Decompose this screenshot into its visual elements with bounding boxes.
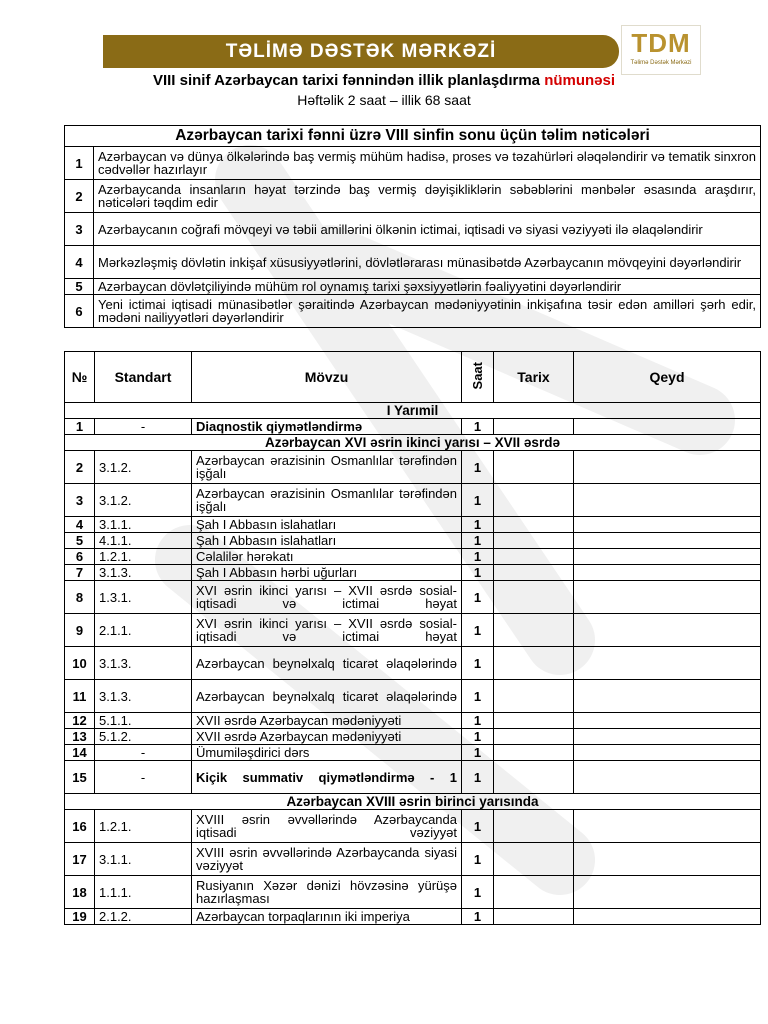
tdm-logo: [621, 25, 701, 75]
row-standard: 3.1.3.: [95, 565, 192, 581]
row-date: [494, 614, 574, 647]
outcome-text: Azərbaycanda insanların həyat tərzində baş vermiş dəyişikliklərin səbəblərini mənbələr əsasında araşdırır, nəticələri təqdim edir: [94, 180, 761, 213]
row-date: [494, 484, 574, 517]
plan-rows-b: [65, 810, 761, 925]
row-number: 15: [65, 761, 95, 794]
col-standard-header: Standart: [95, 352, 192, 403]
row-number: 11: [65, 680, 95, 713]
row-standard: -: [95, 419, 192, 435]
row-note: [574, 565, 761, 581]
row-date: [494, 909, 574, 925]
table-row: [65, 909, 761, 925]
row-note: [574, 761, 761, 794]
outcome-text: Yeni ictimai iqtisadi münasibətlər şəraitində Azərbaycan mədəniyyətinin inkişafına təsir edən amilləri şərh edir, mədəni nailiyyətləri dəyərləndirir: [94, 295, 761, 328]
row-note: [574, 745, 761, 761]
row-hours: 1: [462, 909, 494, 925]
row-topic: Azərbaycan beynəlxalq ticarət əlaqələrində: [192, 647, 462, 680]
row-topic: Şah I Abbasın hərbi uğurları: [192, 565, 462, 581]
row-hours: 1: [462, 581, 494, 614]
outcome-row: [65, 279, 761, 295]
row-number: 4: [65, 517, 95, 533]
row-topic: Azərbaycan torpaqlarının iki imperiya: [192, 909, 462, 925]
row-hours: 1: [462, 810, 494, 843]
row-hours: 1: [462, 729, 494, 745]
plan-header-row: [65, 352, 761, 403]
row-note: [574, 517, 761, 533]
row-hours: 1: [462, 549, 494, 565]
hours-header-label: Saat: [470, 362, 485, 390]
row-number: 7: [65, 565, 95, 581]
outcome-row: [65, 295, 761, 328]
row-topic: Cəlalilər hərəkatı: [192, 549, 462, 565]
row-topic: XVIII əsrin əvvəllərində Azərbaycanda iqtisadi vəziyyət: [192, 810, 462, 843]
outcomes-heading: Azərbaycan tarixi fənni üzrə VIII sinfin sonu üçün təlim nəticələri: [65, 126, 761, 147]
outcome-text: Azərbaycan dövlətçiliyində mühüm rol oynamış tarixi şəxsiyyətlərin fəaliyyətini dəyərləndirir: [94, 279, 761, 295]
section-row-1: [65, 435, 761, 451]
outcome-row: [65, 147, 761, 180]
table-row: [65, 581, 761, 614]
row-date: [494, 647, 574, 680]
col-hours-header: [462, 352, 494, 403]
table-row: [65, 761, 761, 794]
table-row: [65, 810, 761, 843]
row-number: 16: [65, 810, 95, 843]
row-number: 5: [65, 533, 95, 549]
outcome-number: 3: [65, 213, 94, 246]
row-topic: Diaqnostik qiymətləndirmə: [192, 419, 462, 435]
outcome-text: Azərbaycan və dünya ölkələrində baş vermiş mühüm hadisə, proses və təzahürləri ələqələndirir və tematik sinxron cədvəllər hazırlayır: [94, 147, 761, 180]
row-date: [494, 419, 574, 435]
row-number: 8: [65, 581, 95, 614]
row-topic: Kiçik summativ qiymətləndirmə - 1: [192, 761, 462, 794]
row-topic: Şah I Abbasın islahatları: [192, 533, 462, 549]
row-note: [574, 876, 761, 909]
row-standard: 4.1.1.: [95, 533, 192, 549]
row-date: [494, 565, 574, 581]
row-standard: 1.2.1.: [95, 549, 192, 565]
title-highlight: nümunəsi: [544, 72, 616, 89]
row-date: [494, 745, 574, 761]
row-note: [574, 614, 761, 647]
row-date: [494, 713, 574, 729]
table-row: [65, 451, 761, 484]
row-date: [494, 549, 574, 565]
row-number: 12: [65, 713, 95, 729]
row-hours: 1: [462, 843, 494, 876]
row-hours: 1: [462, 761, 494, 794]
plan-table: [64, 351, 761, 925]
row-note: [574, 909, 761, 925]
col-topic-header: Mövzu: [192, 352, 462, 403]
table-row: [65, 419, 761, 435]
row-topic: Şah I Abbasın islahatları: [192, 517, 462, 533]
row-topic: Azərbaycan ərazisinin Osmanlılar tərəfindən işğalı: [192, 484, 462, 517]
row-topic: XVI əsrin ikinci yarısı – XVII əsrdə sosial-iqtisadi və ictimai həyat: [192, 614, 462, 647]
logo-subtitle: Təlimə Dəstək Mərkəzi: [630, 60, 692, 66]
row-note: [574, 713, 761, 729]
row-standard: 2.1.1.: [95, 614, 192, 647]
page-title: [0, 72, 768, 89]
row-standard: 3.1.2.: [95, 451, 192, 484]
table-row: [65, 565, 761, 581]
row-number: 10: [65, 647, 95, 680]
row-topic: Rusiyanın Xəzər dənizi hövzəsinə yürüşə hazırlaşması: [192, 876, 462, 909]
row-note: [574, 810, 761, 843]
row-note: [574, 729, 761, 745]
row-hours: 1: [462, 647, 494, 680]
row-note: [574, 647, 761, 680]
table-row: [65, 614, 761, 647]
row-standard: 3.1.1.: [95, 843, 192, 876]
table-row: [65, 729, 761, 745]
row-topic: XVII əsrdə Azərbaycan mədəniyyəti: [192, 729, 462, 745]
row-note: [574, 843, 761, 876]
row-hours: 1: [462, 451, 494, 484]
outcome-row: [65, 213, 761, 246]
semester-title: I Yarımil: [65, 403, 761, 419]
row-standard: 2.1.2.: [95, 909, 192, 925]
row-hours: 1: [462, 517, 494, 533]
row-hours: 1: [462, 614, 494, 647]
row-standard: 3.1.2.: [95, 484, 192, 517]
outcome-number: 1: [65, 147, 94, 180]
table-row: [65, 713, 761, 729]
table-row: [65, 549, 761, 565]
header-banner: [103, 35, 619, 68]
row-hours: 1: [462, 713, 494, 729]
col-no-header: №: [65, 352, 95, 403]
row-date: [494, 517, 574, 533]
row-date: [494, 761, 574, 794]
row-note: [574, 581, 761, 614]
table-row: [65, 517, 761, 533]
row-standard: 5.1.1.: [95, 713, 192, 729]
row-date: [494, 581, 574, 614]
outcome-text: Mərkəzləşmiş dövlətin inkişaf xüsusiyyətlərini, dövlətlərarası münasibətdə Azərbaycanın mövqeyini dəyərləndirir: [94, 246, 761, 279]
table-row: [65, 876, 761, 909]
row-date: [494, 843, 574, 876]
outcomes-body: [65, 147, 761, 328]
row-date: [494, 729, 574, 745]
row-number: 17: [65, 843, 95, 876]
row-standard: 3.1.1.: [95, 517, 192, 533]
row-number: 6: [65, 549, 95, 565]
row-standard: 1.1.1.: [95, 876, 192, 909]
table-row: [65, 533, 761, 549]
row-standard: -: [95, 761, 192, 794]
row-number: 1: [65, 419, 95, 435]
row-number: 19: [65, 909, 95, 925]
row-topic: Azərbaycan ərazisinin Osmanlılar tərəfindən işğalı: [192, 451, 462, 484]
row-topic: XVI əsrin ikinci yarısı – XVII əsrdə sosial-iqtisadi və ictimai həyat: [192, 581, 462, 614]
row-hours: 1: [462, 565, 494, 581]
row-standard: -: [95, 745, 192, 761]
outcome-row: [65, 246, 761, 279]
row-note: [574, 680, 761, 713]
logo-mark: TDM: [631, 28, 691, 58]
outcomes-table: [64, 125, 761, 328]
outcome-text: Azərbaycanın coğrafi mövqeyi və təbii amillərini ölkənin ictimai, iqtisadi və siyasi vəziyyəti ilə əlaqələndirir: [94, 213, 761, 246]
row-standard: 3.1.3.: [95, 647, 192, 680]
row-number: 3: [65, 484, 95, 517]
row-number: 2: [65, 451, 95, 484]
row-note: [574, 549, 761, 565]
row-date: [494, 680, 574, 713]
banner-title: TƏLİMƏ DƏSTƏK MƏRKƏZİ: [225, 41, 497, 62]
row-standard: 1.2.1.: [95, 810, 192, 843]
row-hours: 1: [462, 876, 494, 909]
section-title-1: Azərbaycan XVI əsrin ikinci yarısı – XVII əsrdə: [65, 435, 761, 451]
outcome-number: 4: [65, 246, 94, 279]
page-subtitle: Həftəlik 2 saat – illik 68 saat: [297, 92, 471, 108]
row-number: 18: [65, 876, 95, 909]
row-number: 13: [65, 729, 95, 745]
table-row: [65, 484, 761, 517]
outcome-row: [65, 180, 761, 213]
table-row: [65, 680, 761, 713]
section-title-2: Azərbaycan XVIII əsrin birinci yarısında: [65, 794, 761, 810]
row-note: [574, 484, 761, 517]
outcome-number: 5: [65, 279, 94, 295]
row-number: 9: [65, 614, 95, 647]
row-number: 14: [65, 745, 95, 761]
row-note: [574, 451, 761, 484]
row-date: [494, 533, 574, 549]
table-row: [65, 843, 761, 876]
row-hours: 1: [462, 680, 494, 713]
row-standard: 1.3.1.: [95, 581, 192, 614]
row-standard: 3.1.3.: [95, 680, 192, 713]
semester-row: [65, 403, 761, 419]
row-topic: Azərbaycan beynəlxalq ticarət əlaqələrində: [192, 680, 462, 713]
row-hours: 1: [462, 419, 494, 435]
row-note: [574, 533, 761, 549]
row-hours: 1: [462, 745, 494, 761]
row-topic: XVIII əsrin əvvəllərində Azərbaycanda siyasi vəziyyət: [192, 843, 462, 876]
row-date: [494, 876, 574, 909]
row-topic: Ümumiləşdirici dərs: [192, 745, 462, 761]
row-hours: 1: [462, 533, 494, 549]
outcomes-header-row: [65, 126, 761, 147]
section-row-2: [65, 794, 761, 810]
row-hours: 1: [462, 484, 494, 517]
table-row: [65, 647, 761, 680]
row-date: [494, 810, 574, 843]
col-date-header: Tarix: [494, 352, 574, 403]
row-date: [494, 451, 574, 484]
outcome-number: 6: [65, 295, 94, 328]
row-standard: 5.1.2.: [95, 729, 192, 745]
plan-rows-a: [65, 451, 761, 794]
row-note: [574, 419, 761, 435]
row-topic: XVII əsrdə Azərbaycan mədəniyyəti: [192, 713, 462, 729]
outcome-number: 2: [65, 180, 94, 213]
col-note-header: Qeyd: [574, 352, 761, 403]
table-row: [65, 745, 761, 761]
plan-diag-body: [65, 419, 761, 435]
title-main: VIII sinif Azərbaycan tarixi fənnindən illik planlaşdırma: [152, 72, 541, 89]
